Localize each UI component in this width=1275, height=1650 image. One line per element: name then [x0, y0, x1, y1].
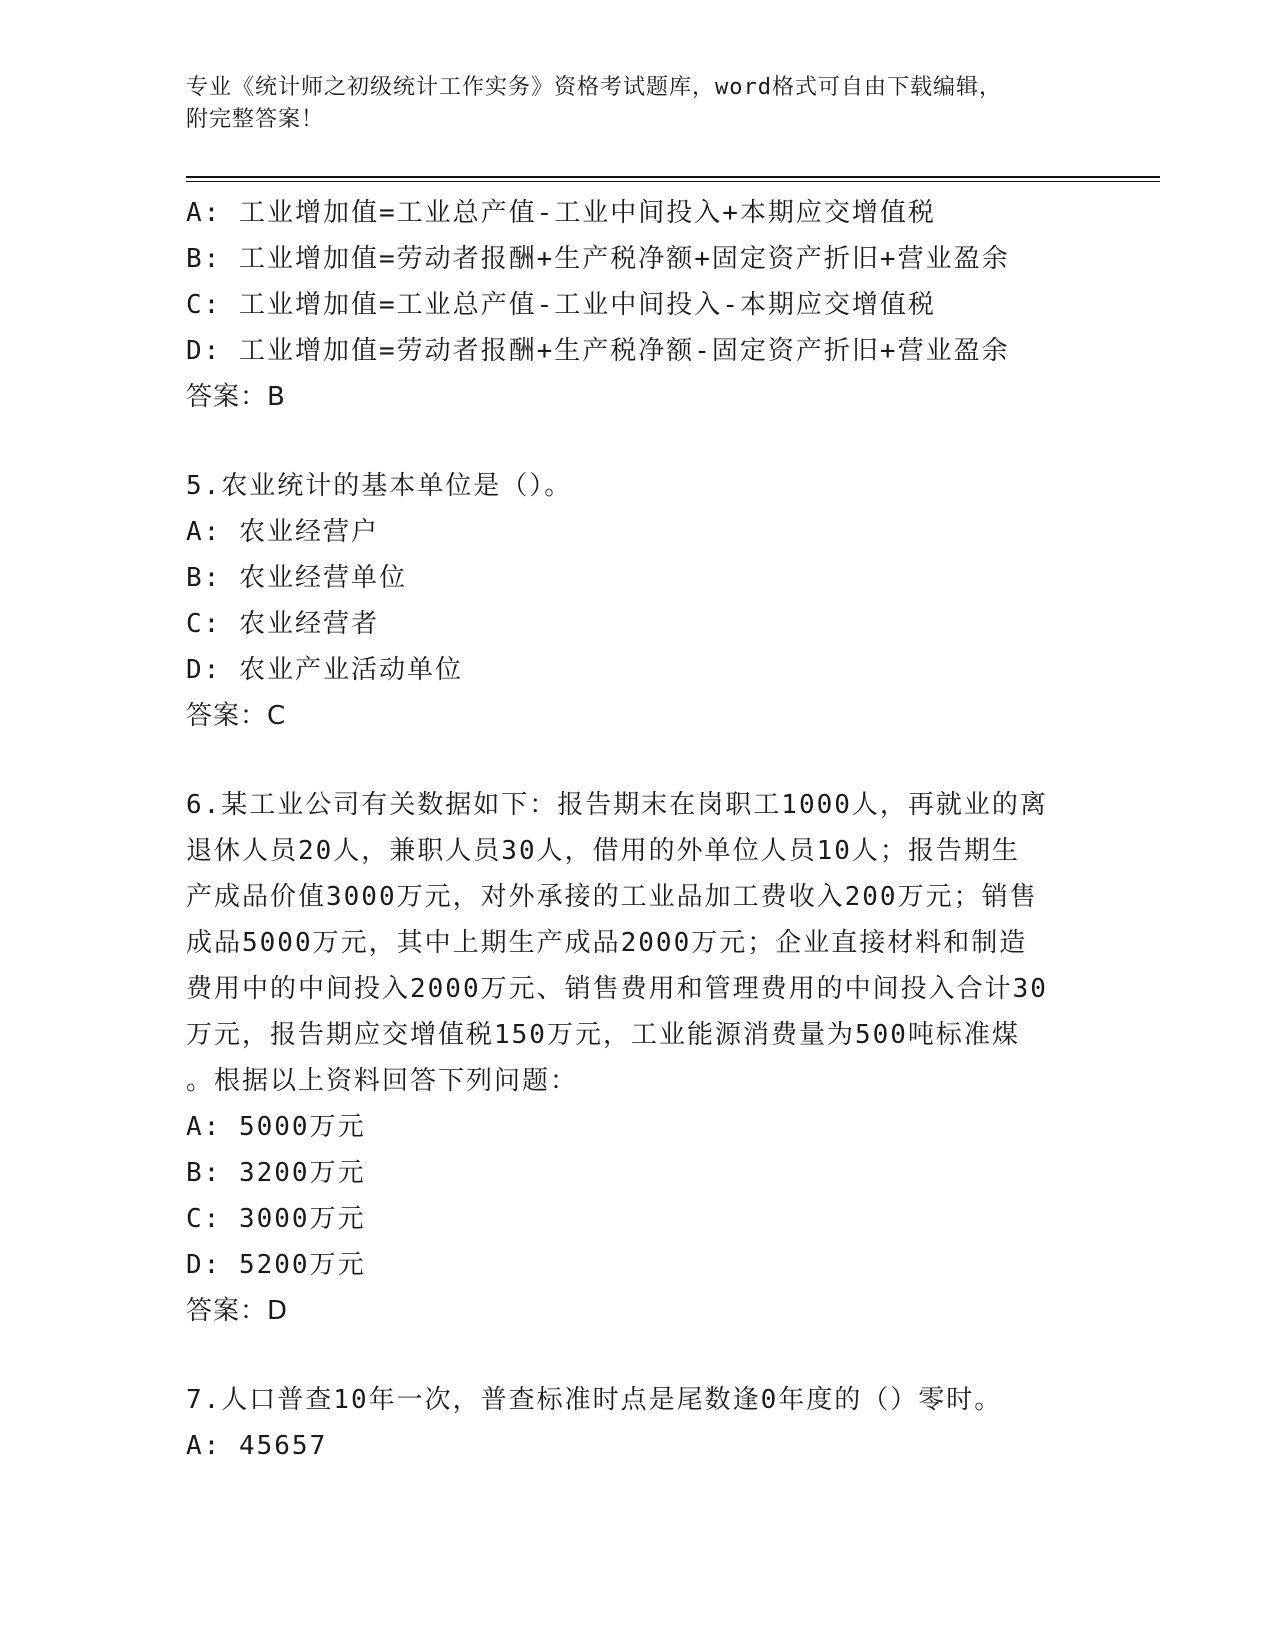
question-spacer — [186, 1334, 1086, 1377]
q6-option-c: C: 3000万元 — [186, 1204, 366, 1234]
q4-option-c: C: 工业增加值=工业总产值-工业中间投入-本期应交增值税 — [186, 290, 936, 320]
header-divider-thin — [186, 181, 1160, 182]
question-spacer — [186, 739, 1086, 782]
q5-option-d: D: 农业产业活动单位 — [186, 655, 463, 685]
question-7-block — [186, 1377, 1086, 1469]
q6-question-line-5: 费用中的中间投入2000万元、销售费用和管理费用的中间投入合计30 — [186, 974, 1048, 1004]
q4-option-a: A: 工业增加值=工业总产值-工业中间投入+本期应交增值税 — [186, 198, 936, 228]
q6-question-line-2: 退休人员20人，兼职人员30人，借用的外单位人员10人；报告期生 — [186, 836, 1020, 866]
q6-question-line-6: 万元，报告期应交增值税150万元，工业能源消费量为500吨标准煤 — [186, 1020, 1020, 1050]
q6-option-b: B: 3200万元 — [186, 1158, 366, 1188]
q7-option-a: A: 45657 — [186, 1431, 328, 1461]
q6-question-line-7: 。根据以上资料回答下列问题： — [186, 1066, 579, 1096]
q4-option-d: D: 工业增加值=劳动者报酬+生产税净额-固定资产折旧+营业盈余 — [186, 336, 1010, 366]
q7-question: 7.人口普查10年一次，普查标准时点是尾数逢0年度的（）零时。 — [186, 1385, 1003, 1415]
question-4-block — [186, 190, 1086, 420]
document-header — [186, 72, 1086, 136]
q4-option-b: B: 工业增加值=劳动者报酬+生产税净额+固定资产折旧+营业盈余 — [186, 244, 1010, 274]
question-content — [186, 190, 1086, 1469]
question-5-block — [186, 463, 1086, 739]
q5-option-c: C: 农业经营者 — [186, 609, 379, 639]
header-line-1: 专业《统计师之初级统计工作实务》资格考试题库，word格式可自由下载编辑， — [186, 75, 1002, 100]
q5-question: 5.农业统计的基本单位是（）。 — [186, 471, 573, 501]
question-6-block — [186, 782, 1086, 1334]
q6-option-d: D: 5200万元 — [186, 1250, 366, 1280]
q4-answer: 答案：B — [186, 382, 286, 412]
q5-option-a: A: 农业经营户 — [186, 517, 379, 547]
question-spacer — [186, 420, 1086, 463]
q6-answer: 答案：D — [186, 1296, 289, 1326]
q5-answer: 答案：C — [186, 701, 287, 731]
q6-option-a: A: 5000万元 — [186, 1112, 366, 1142]
header-line-2: 附完整答案！ — [186, 107, 325, 132]
q5-option-b: B: 农业经营单位 — [186, 563, 407, 593]
q6-question-line-1: 6.某工业公司有关数据如下：报告期末在岗职工1000人，再就业的离 — [186, 790, 1048, 820]
header-divider-thick — [186, 176, 1160, 178]
q6-question-line-3: 产成品价值3000万元，对外承接的工业品加工费收入200万元；销售 — [186, 882, 1038, 912]
q6-question-line-4: 成品5000万元，其中上期生产成品2000万元；企业直接材料和制造 — [186, 928, 1028, 958]
